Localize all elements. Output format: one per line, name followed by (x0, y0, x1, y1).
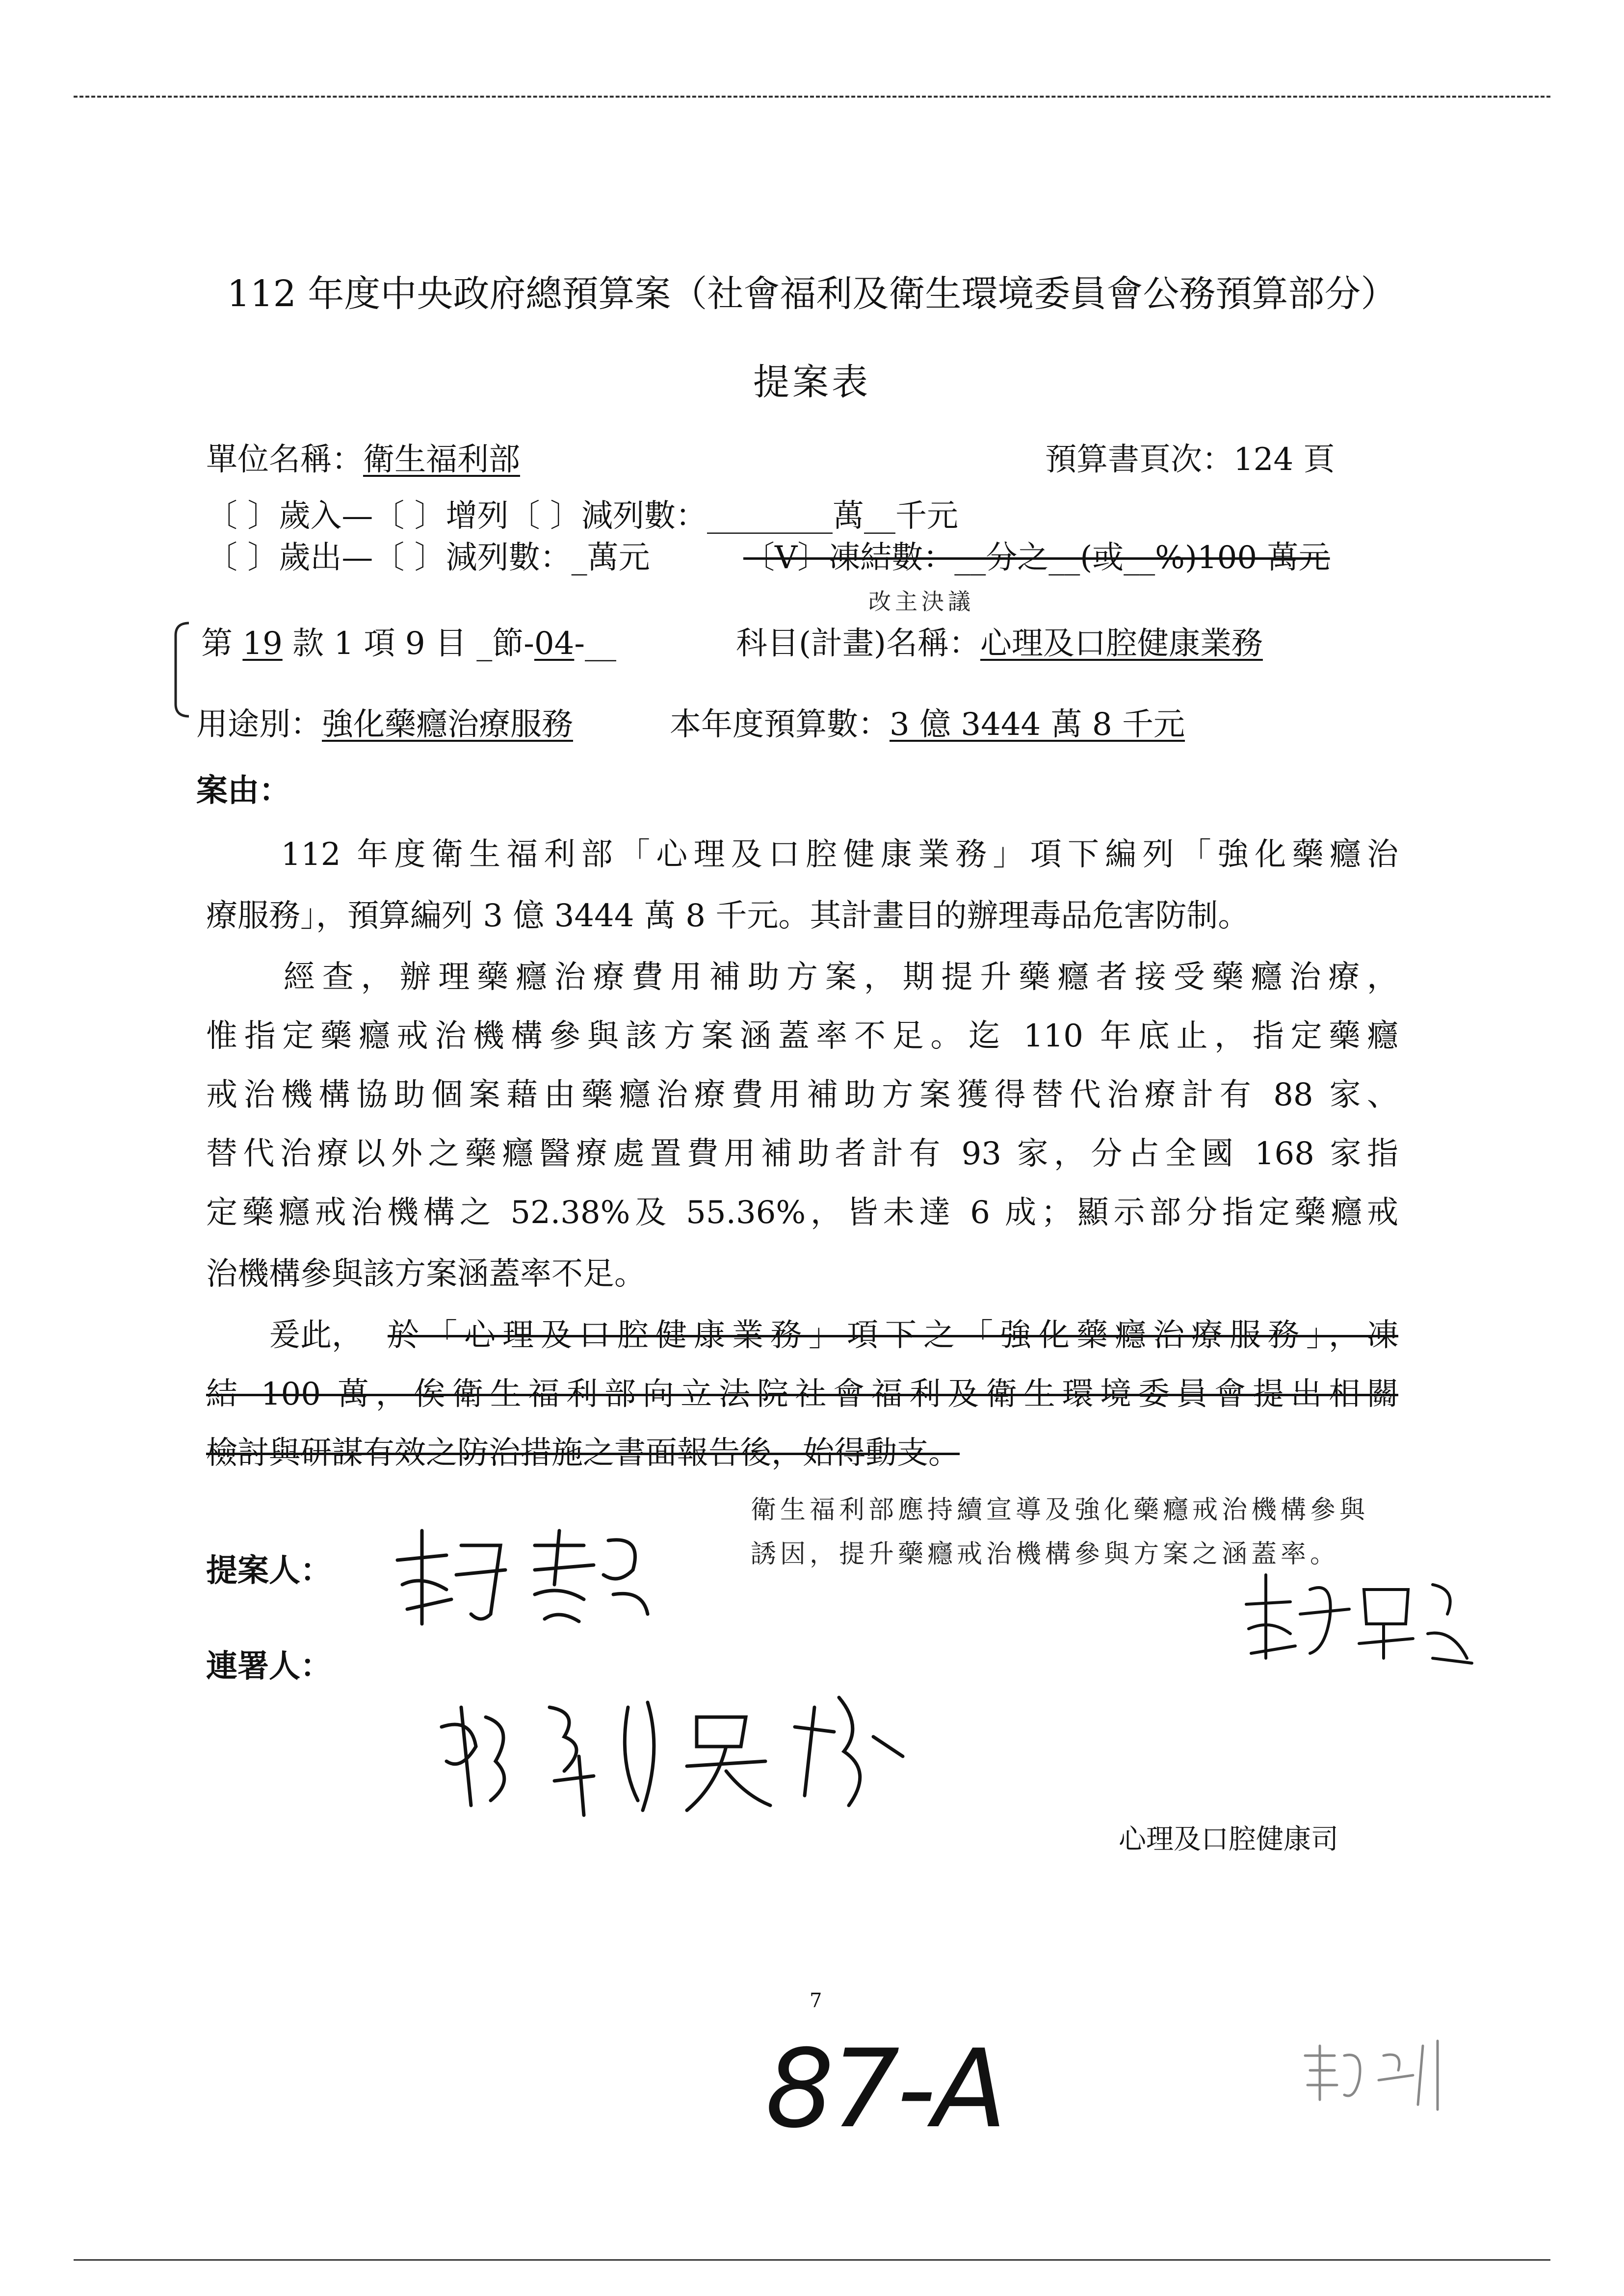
paragraph-line: 戒治機構協助個案藉由藥癮治療費用補助方案獲得替代治療計有 88 家、 (206, 1077, 1398, 1113)
paragraph-line: 112 年度衛生福利部「心理及口腔健康業務」項下編列「強化藥癮治 (206, 836, 1398, 873)
document-subtitle: 提案表 (753, 361, 871, 403)
paragraph-line: 經查，辦理藥癮治療費用補助方案，期提升藥癮者接受藥癮治療， (206, 959, 1398, 995)
handwritten-code: 87-A (765, 2026, 1004, 2152)
revenue-row (206, 500, 958, 532)
subject-value: 心理及口腔健康業務 (980, 626, 1263, 662)
proposer-label: 提案人： (206, 1552, 332, 1589)
subject-label: 科目(計畫)名稱： (736, 626, 980, 662)
usage-value: 強化藥癮治療服務 (322, 706, 573, 743)
paragraph3-lead: 爰此， (206, 1317, 363, 1354)
revenue-blank: ________ (707, 498, 833, 534)
budget-page-field (1045, 442, 1335, 478)
cosigner-label: 連署人： (206, 1648, 332, 1685)
usage-label: 用途別： (196, 706, 322, 743)
handwritten-amendment-line: 誘因，提升藥癮戒治機構參與方案之涵蓋率。 (751, 1539, 1340, 1569)
struck-line: 於「心理及口腔健康業務」項下之「強化藥癮治療服務」，凍 (388, 1317, 1398, 1354)
budget-page-label: 預算書頁次： (1045, 442, 1233, 478)
paragraph-line: 治機構參與該方案涵蓋率不足。 (206, 1256, 646, 1292)
proposer-signature (388, 1516, 662, 1634)
page-number: 7 (810, 1989, 822, 2012)
paragraph-line: 定藥癮戒治機構之 52.38%及 55.36%，皆未達 6 成；顯示部分指定藥癮戒 (206, 1195, 1398, 1231)
amendment-signature (1236, 1560, 1482, 1668)
department-label: 心理及口腔健康司 (1119, 1824, 1338, 1855)
reason-label: 案由： (196, 772, 290, 809)
struck-line: 結 100 萬，俟衛生福利部向立法院社會福利及衛生環境委員會提出相關 (206, 1376, 1398, 1412)
expense-row: 〔 〕歲出—〔 〕減列數：_萬元 (206, 540, 650, 576)
unit-field (206, 442, 682, 478)
freeze-note-handwritten: 改主決議 (868, 588, 974, 615)
section-p3: -__ (574, 626, 616, 662)
paragraph-line: 替代治療以外之藥癮醫療處置費用補助者計有 93 家，分占全國 168 家指 (206, 1136, 1398, 1172)
usage-field (196, 706, 573, 743)
unit-label: 單位名稱： (206, 442, 363, 478)
top-divider (74, 96, 1550, 98)
struck-line: 檢討與研謀有效之防治措施之書面報告後，始得動支。 (206, 1435, 960, 1471)
revenue-suffix: 萬__千元 (833, 498, 959, 534)
paragraph-line: 惟指定藥癮戒治機構參與該方案涵蓋率不足。迄 110 年底止，指定藥癮 (206, 1018, 1398, 1054)
document-title: 112 年度中央政府總預算案（社會福利及衛生環境委員會公務預算部分） (227, 273, 1397, 315)
section-p2: 款 1 項 9 目 _節- (282, 626, 534, 662)
revenue-prefix: 〔 〕歲入—〔 〕增列〔 〕減列數： (206, 498, 707, 534)
left-bracket (172, 621, 191, 719)
budget-page-value: 124 頁 (1233, 442, 1335, 478)
annual-budget-value: 3 億 3444 萬 8 千元 (890, 706, 1185, 743)
jie-value: 04 (534, 626, 575, 662)
handwritten-amendment-line: 衛生福利部應持續宣導及強化藥癮戒治機構參與 (751, 1495, 1369, 1525)
bottom-divider (74, 2259, 1550, 2261)
kuan-value: 19 (242, 626, 283, 662)
paragraph-line: 療服務」，預算編列 3 億 3444 萬 8 千元。其計畫目的辦理毒品危害防制。 (206, 898, 1250, 934)
faint-handwritten-mark (1295, 2036, 1452, 2114)
section-p1: 第 (201, 626, 243, 662)
unit-value: 衛生福利部 (363, 442, 520, 478)
freeze-amount-struck: 〔V〕凍結數：__分之__(或__%)100 萬元 (743, 540, 1330, 576)
cosigner-signatures (432, 1688, 922, 1825)
subject-field (736, 626, 1263, 662)
annual-budget-field (670, 706, 1185, 743)
section-row (201, 626, 616, 662)
annual-budget-label: 本年度預算數： (670, 706, 890, 743)
